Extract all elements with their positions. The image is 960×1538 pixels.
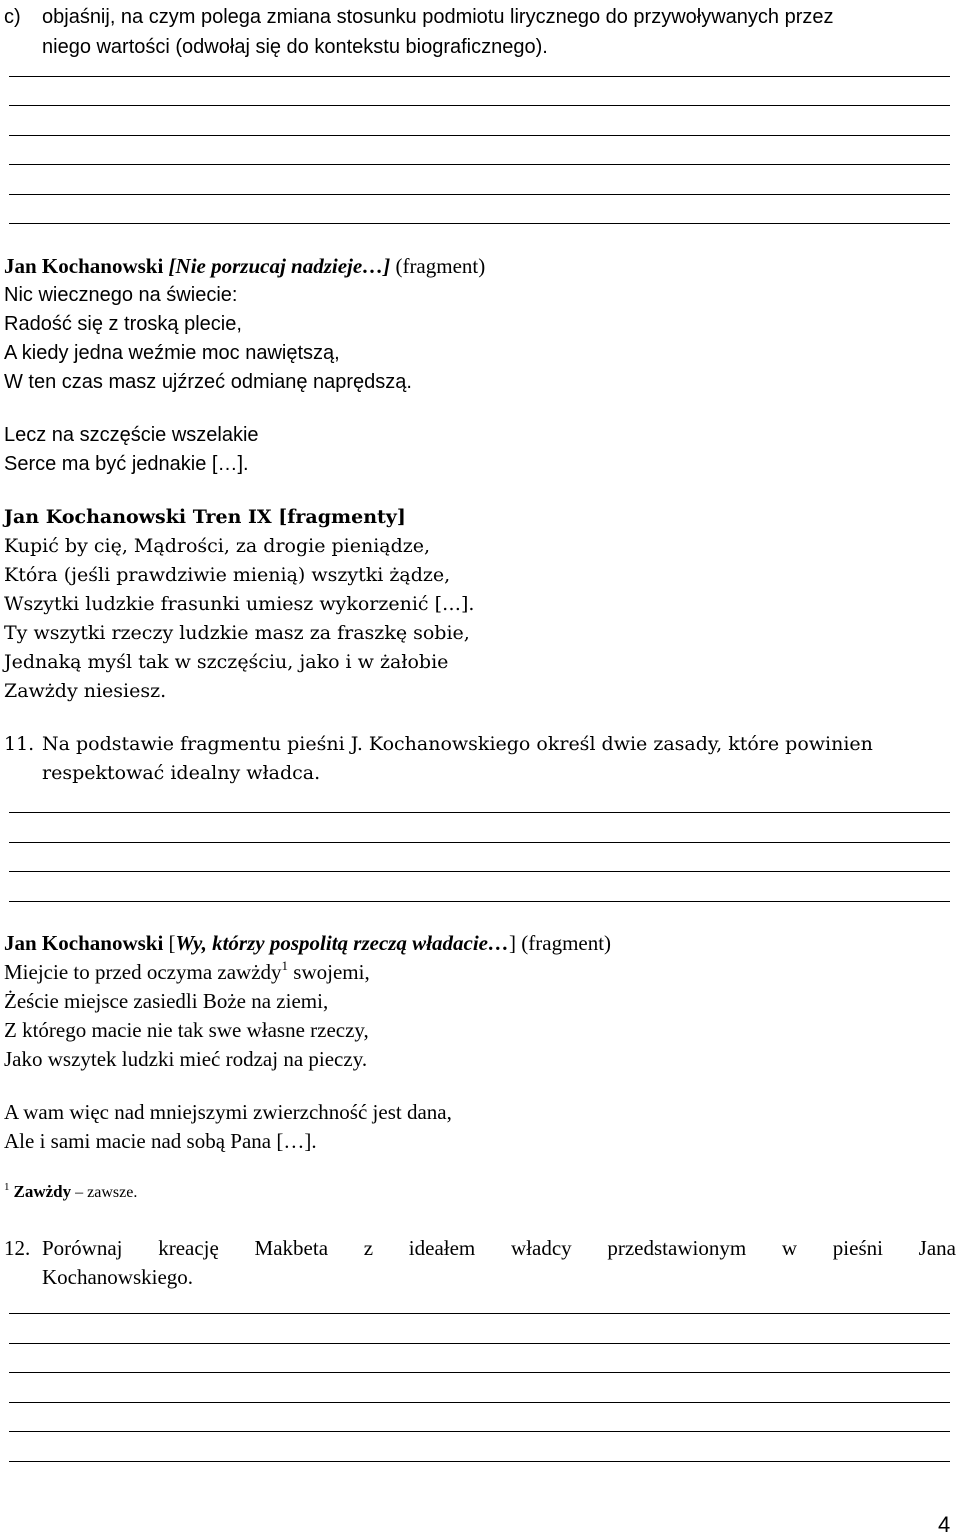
poem3-author: Jan Kochanowski [4,931,164,955]
poem3-heading [4,931,611,956]
poem3-line: A wam więc nad mniejszymi zwierzchność jest dana, [4,1100,452,1124]
poem1-line: W ten czas masz ujźrzeć odmianę naprędszą. [4,371,412,393]
poem3-line1-text: Miejcie to przed oczyma zawżdy [4,960,282,984]
footnote-ref: 1 [281,958,289,973]
poem1-line: A kiedy jedna weźmie moc nawiętszą, [4,342,340,364]
answer-line[interactable] [9,194,950,195]
task-c-text-line1: objaśnij, na czym polega zmiana stosunku podmiotu lirycznego do przywoływanych przez [42,6,834,28]
poem1-title: [Nie porzucaj nadzieje…] [168,254,391,278]
answer-line[interactable] [9,1431,950,1432]
poem3-line [4,960,370,985]
footnote-term: Zawżdy [13,1182,72,1201]
poem1-line: Nic wiecznego na świecie: [4,284,238,306]
poem3-line: Żeście miejsce zasiedli Boże na ziemi, [4,989,329,1013]
poem2-line: Ty wszytki rzeczy ludzkie masz za fraszkę sobie, [4,622,470,644]
poem2-line: Jednaką myśl tak w szczęściu, jako i w żałobie [4,651,449,673]
poem3-line1-text-end: swojemi, [288,960,370,984]
q11-text-line1: Na podstawie fragmentu pieśni J. Kochanowskiego określ dwie zasady, które powinien [42,733,873,755]
poem3-line: Ale i sami macie nad sobą Pana […]. [4,1129,317,1153]
task-c-text-line2: niego wartości (odwołaj się do kontekstu biograficznego). [42,36,548,58]
answer-line[interactable] [9,1402,950,1403]
poem3-line: Z którego macie nie tak swe własne rzeczy, [4,1018,369,1042]
poem1-author: Jan Kochanowski [4,254,164,278]
answer-line[interactable] [9,135,950,136]
poem3-title-bracket-close: ] [509,931,517,955]
footnote-definition: – zawsze. [75,1184,138,1201]
q12-text-line2: Kochanowskiego. [42,1265,194,1289]
poem2-line: Zawżdy niesiesz. [4,680,167,702]
poem2-line: Kupić by cię, Mądrości, za drogie pieniądze, [4,535,431,557]
poem1-line: Lecz na szczęście wszelakie [4,424,259,446]
poem1-line: Serce ma być jednakie […]. [4,453,249,475]
page-number: 4 [938,1512,951,1537]
q11-text-line2: respektować idealny władca. [42,762,321,784]
poem2-line: Wszytki ludzkie frasunki umiesz wykorzenić […]. [4,593,475,615]
q12-text-line1: Porównaj kreację Makbeta z ideałem władcy przedstawionym w pieśni Jana [42,1236,956,1260]
footnote-number: 1 [4,1181,10,1193]
answer-line[interactable] [9,871,950,872]
answer-line[interactable] [9,1343,950,1344]
answer-line[interactable] [9,812,950,813]
poem1-note: (fragment) [395,254,486,278]
answer-line[interactable] [9,901,950,902]
poem3-note: (fragment) [521,931,612,955]
poem1-line: Radość się z troską plecie, [4,313,242,335]
answer-line[interactable] [9,1313,950,1314]
answer-line[interactable] [9,1372,950,1373]
task-c-label: c) [4,6,21,28]
answer-line[interactable] [9,1461,950,1462]
answer-line[interactable] [9,842,950,843]
answer-line[interactable] [9,223,950,224]
poem3-title: Wy, którzy pospolitą rzeczą władacie… [175,931,510,955]
poem2-line: Która (jeśli prawdziwie mienią) wszytki żądze, [4,564,451,586]
q12-number: 12. [4,1236,31,1260]
answer-line[interactable] [9,76,950,77]
q11-number: 11. [4,733,35,755]
poem3-line: Jako wszytek ludzki mieć rodzaj na pieczy. [4,1047,368,1071]
poem1-heading [4,254,485,279]
footnote [4,1182,137,1202]
poem2-heading: Jan Kochanowski Tren IX [fragmenty] [4,506,406,528]
answer-line[interactable] [9,164,950,165]
poem3-title-bracket-open: [ [168,931,176,955]
answer-line[interactable] [9,105,950,106]
